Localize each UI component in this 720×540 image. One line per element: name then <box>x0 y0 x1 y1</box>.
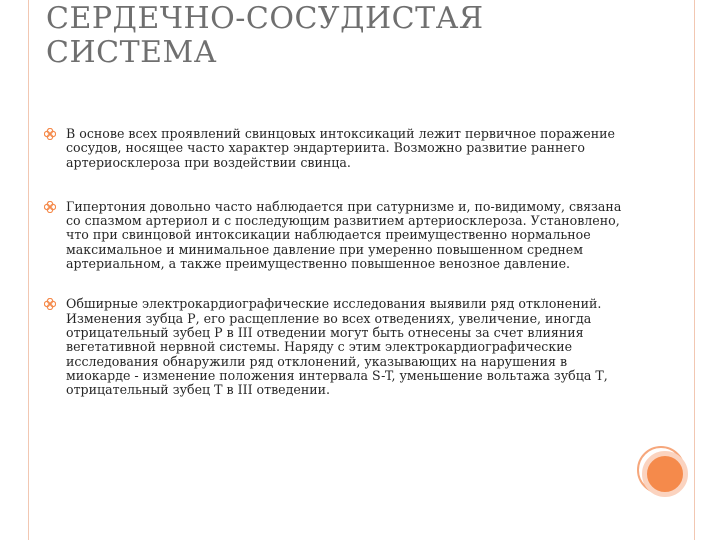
bullet-text: Гипертония довольно часто наблюдается при сатурнизме и, по-видимому, связана со спазмом артериол и с последующим развитием артериосклероза. Установлено, что при свинцовой интоксикации наблюдается преимущественно нормальное максимальное и минимальное давление при умеренно повышенном среднем артериальном, а также преимущественно повышенное венозное давление. <box>66 198 622 272</box>
flower-bullet-icon <box>44 201 56 213</box>
title-line-2: СИСТЕМА <box>46 35 217 70</box>
bullet-list <box>44 127 624 397</box>
bullet-item <box>44 200 624 271</box>
bullet-text: В основе всех проявлений свинцовых интоксикаций лежит первичное поражение сосудов, носящее часто характер эндартериита. Возможно развитие раннего артериосклероза при воздействии свинца. <box>66 126 615 170</box>
bullet-item <box>44 127 624 170</box>
title-line-1: СЕРДЕЧНО-СОСУДИСТАЯ <box>46 1 484 36</box>
flower-bullet-icon <box>44 298 56 310</box>
flower-bullet-icon <box>44 128 56 140</box>
bullet-text: Обширные электрокардиографические исследования выявили ряд отклонений. Изменения зубца Р, его расщепление во всех отведениях, увеличение, иногда отрицательный зубец Р в III отведении могут быть отнесены за счет влияния вегетативной нервной системы. Наряду с этим электрокардиографические исследования обнаружили ряд отклонений, указывающих на нарушения в миокарде - изменение положения интервала S-T, уменьшение вольтажа зубца Т, отрицательный зубец Т в III отведении. <box>66 296 608 398</box>
bullet-item <box>44 297 624 397</box>
accent-circle <box>642 451 688 497</box>
slide-title <box>46 2 646 70</box>
